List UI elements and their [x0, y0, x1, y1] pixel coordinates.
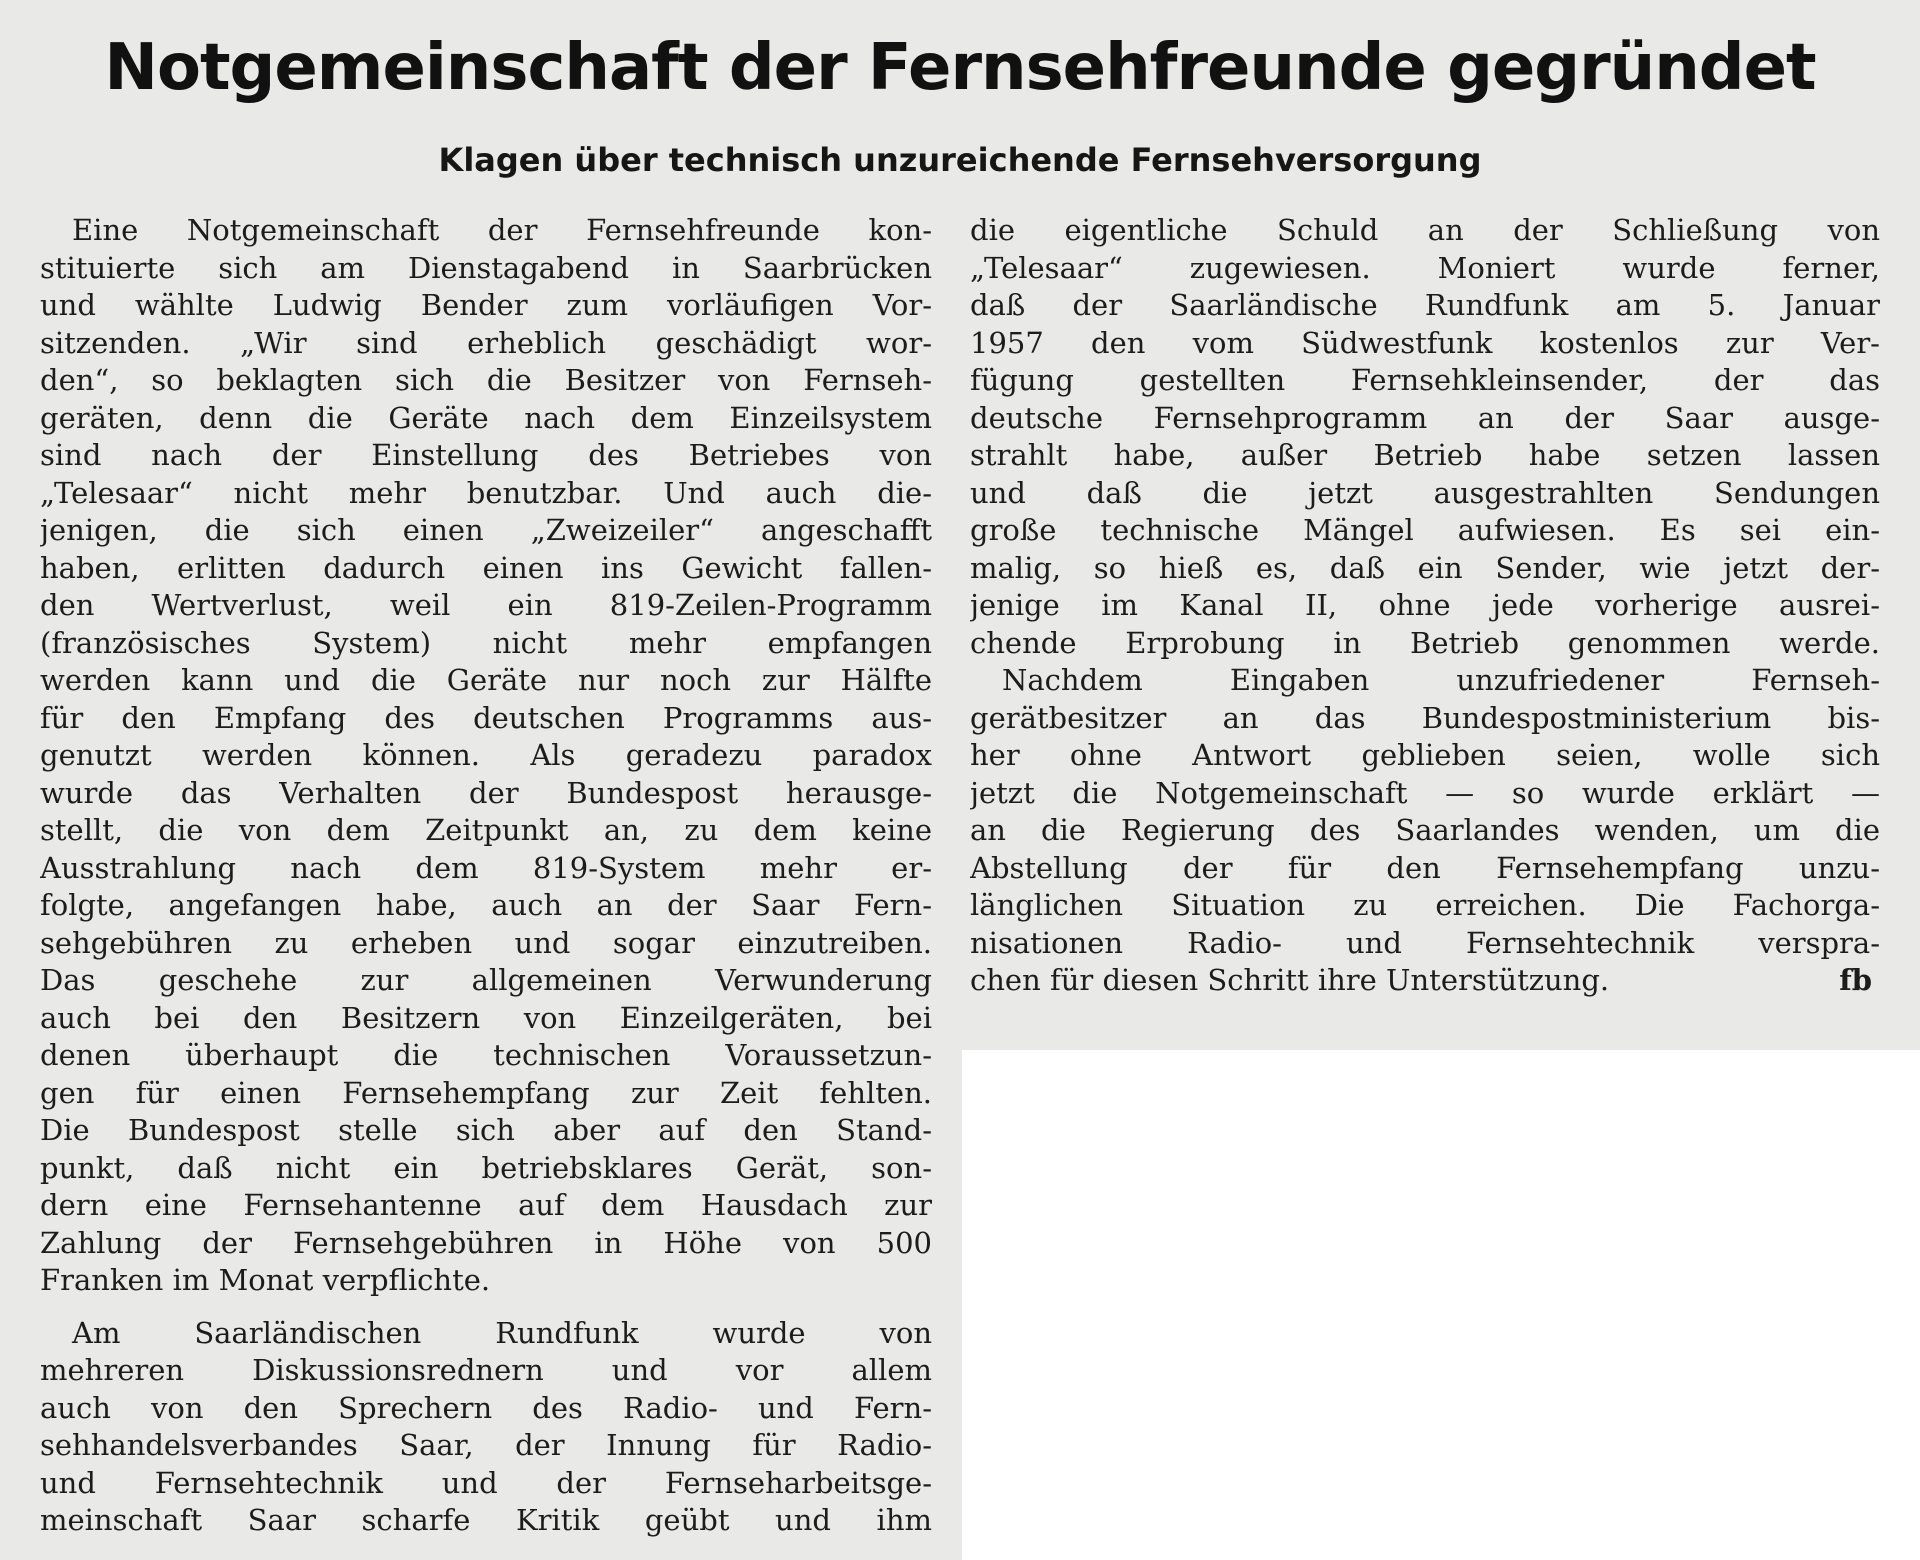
text-line: „Telesaar“ zugewiesen. Moniert wurde ferner, — [970, 250, 1880, 285]
text-line — [970, 962, 1880, 1000]
text-line: Abstellung der für den Fernsehempfang unzu- — [970, 850, 1880, 885]
text-line: Die Bundespost stelle sich aber auf den Stand- — [40, 1113, 932, 1147]
text-line: für den Empfang des deutschen Programms aus- — [40, 700, 932, 735]
text-line: werden kann und die Geräte nur noch zur Hälfte — [40, 663, 932, 697]
article-subheadline: Klagen über technisch unzureichende Fernsehversorgung — [438, 141, 1482, 179]
text-line: sehgebühren zu erheben und sogar einzutreiben. — [40, 925, 932, 960]
text-line: gen für einen Fernsehempfang zur Zeit fehlten. — [40, 1075, 932, 1110]
text-line: den“, so beklagten sich die Besitzer von Fernseh- — [40, 363, 932, 397]
text-line: daß der Saarländische Rundfunk am 5. Januar — [970, 288, 1880, 322]
text-line: Ausstrahlung nach dem 819-System mehr er- — [40, 850, 932, 885]
text-line: jenige im Kanal II, ohne jede vorherige ausrei- — [970, 588, 1880, 622]
text-line: gerätbesitzer an das Bundespostministerium bis- — [970, 700, 1880, 735]
text-line: chende Erprobung in Betrieb genommen werde. — [970, 625, 1880, 660]
text-line: Zahlung der Fernsehgebühren in Höhe von 500 — [40, 1225, 932, 1260]
text-line: Eine Notgemeinschaft der Fernsehfreunde kon- — [72, 213, 932, 247]
text-line: nisationen Radio- und Fernsehtechnik verspra- — [970, 925, 1880, 960]
text-line: stellt, die von dem Zeitpunkt an, zu dem keine — [40, 813, 932, 847]
text-line: fügung gestellten Fernsehkleinsender, der das — [970, 363, 1880, 397]
paragraph-gap — [40, 1300, 932, 1315]
text-line: folgte, angefangen habe, auch an der Saar Fern- — [40, 888, 932, 922]
text-line: meinschaft Saar scharfe Kritik geübt und ihm — [40, 1503, 932, 1537]
text-line: geräten, denn die Geräte nach dem Einzeilsystem — [40, 400, 932, 435]
text-line: mehreren Diskussionsrednern und vor allem — [40, 1353, 932, 1387]
text-line: und Fernsehtechnik und der Fernseharbeitsge- — [40, 1465, 932, 1500]
text-line: sehhandelsverbandes Saar, der Innung für Radio- — [40, 1428, 932, 1462]
text-line: und daß die jetzt ausgestrahlten Sendungen — [970, 475, 1880, 510]
text-line: stituierte sich am Dienstagabend in Saarbrücken — [40, 250, 932, 285]
text-line: Das geschehe zur allgemeinen Verwunderung — [40, 963, 932, 997]
text-line: „Telesaar“ nicht mehr benutzbar. Und auch die- — [40, 475, 932, 510]
article-headline: Notgemeinschaft der Fernsehfreunde gegründet — [104, 31, 1816, 105]
text-line: an die Regierung des Saarlandes wenden, um die — [970, 813, 1880, 847]
text-line: auch von den Sprechern des Radio- und Fern- — [40, 1390, 932, 1425]
article-column-right — [970, 212, 1880, 1000]
text-line: länglichen Situation zu erreichen. Die Fachorga- — [970, 888, 1880, 922]
text-line: und wählte Ludwig Bender zum vorläufigen Vor- — [40, 288, 932, 322]
text-line: deutsche Fernsehprogramm an der Saar ausge- — [970, 400, 1880, 435]
closing-text: chen für diesen Schritt ihre Unterstützung. — [970, 963, 1610, 997]
text-line: sitzenden. „Wir sind erheblich geschädigt wor- — [40, 325, 932, 360]
text-line: Nachdem Eingaben unzufriedener Fernseh- — [1002, 663, 1880, 697]
text-line: den Wertverlust, weil ein 819-Zeilen-Programm — [40, 588, 932, 622]
text-line: auch bei den Besitzern von Einzeilgeräten, bei — [40, 1000, 932, 1035]
text-line: dern eine Fernsehantenne auf dem Hausdach zur — [40, 1188, 932, 1222]
text-line: denen überhaupt die technischen Voraussetzun- — [40, 1038, 932, 1072]
text-line: die eigentliche Schuld an der Schließung von — [970, 213, 1880, 247]
text-line: sind nach der Einstellung des Betriebes von — [40, 438, 932, 472]
text-line: wurde das Verhalten der Bundespost herausge- — [40, 775, 932, 810]
text-line: her ohne Antwort geblieben seien, wolle sich — [970, 738, 1880, 772]
text-line: jenigen, die sich einen „Zweizeiler“ angeschafft — [40, 513, 932, 547]
text-line: malig, so hieß es, daß ein Sender, wie jetzt der- — [970, 550, 1880, 585]
text-line: genutzt werden können. Als geradezu paradox — [40, 738, 932, 772]
text-line: Franken im Monat verpflichte. — [40, 1263, 491, 1297]
text-line: 1957 den vom Südwestfunk kostenlos zur Ver- — [970, 325, 1880, 360]
text-line: Am Saarländischen Rundfunk wurde von — [72, 1315, 932, 1350]
text-line: jetzt die Notgemeinschaft — so wurde erklärt — — [970, 775, 1880, 810]
text-line: (französisches System) nicht mehr empfangen — [40, 625, 932, 660]
text-line: haben, erlitten dadurch einen ins Gewicht fallen- — [40, 550, 932, 585]
author-signature: fb — [1839, 963, 1872, 997]
text-line: strahlt habe, außer Betrieb habe setzen lassen — [970, 438, 1880, 472]
text-line: punkt, daß nicht ein betriebsklares Gerät, son- — [40, 1150, 932, 1185]
article-column-left — [40, 212, 932, 1540]
text-line: große technische Mängel aufwiesen. Es sei ein- — [970, 513, 1880, 547]
